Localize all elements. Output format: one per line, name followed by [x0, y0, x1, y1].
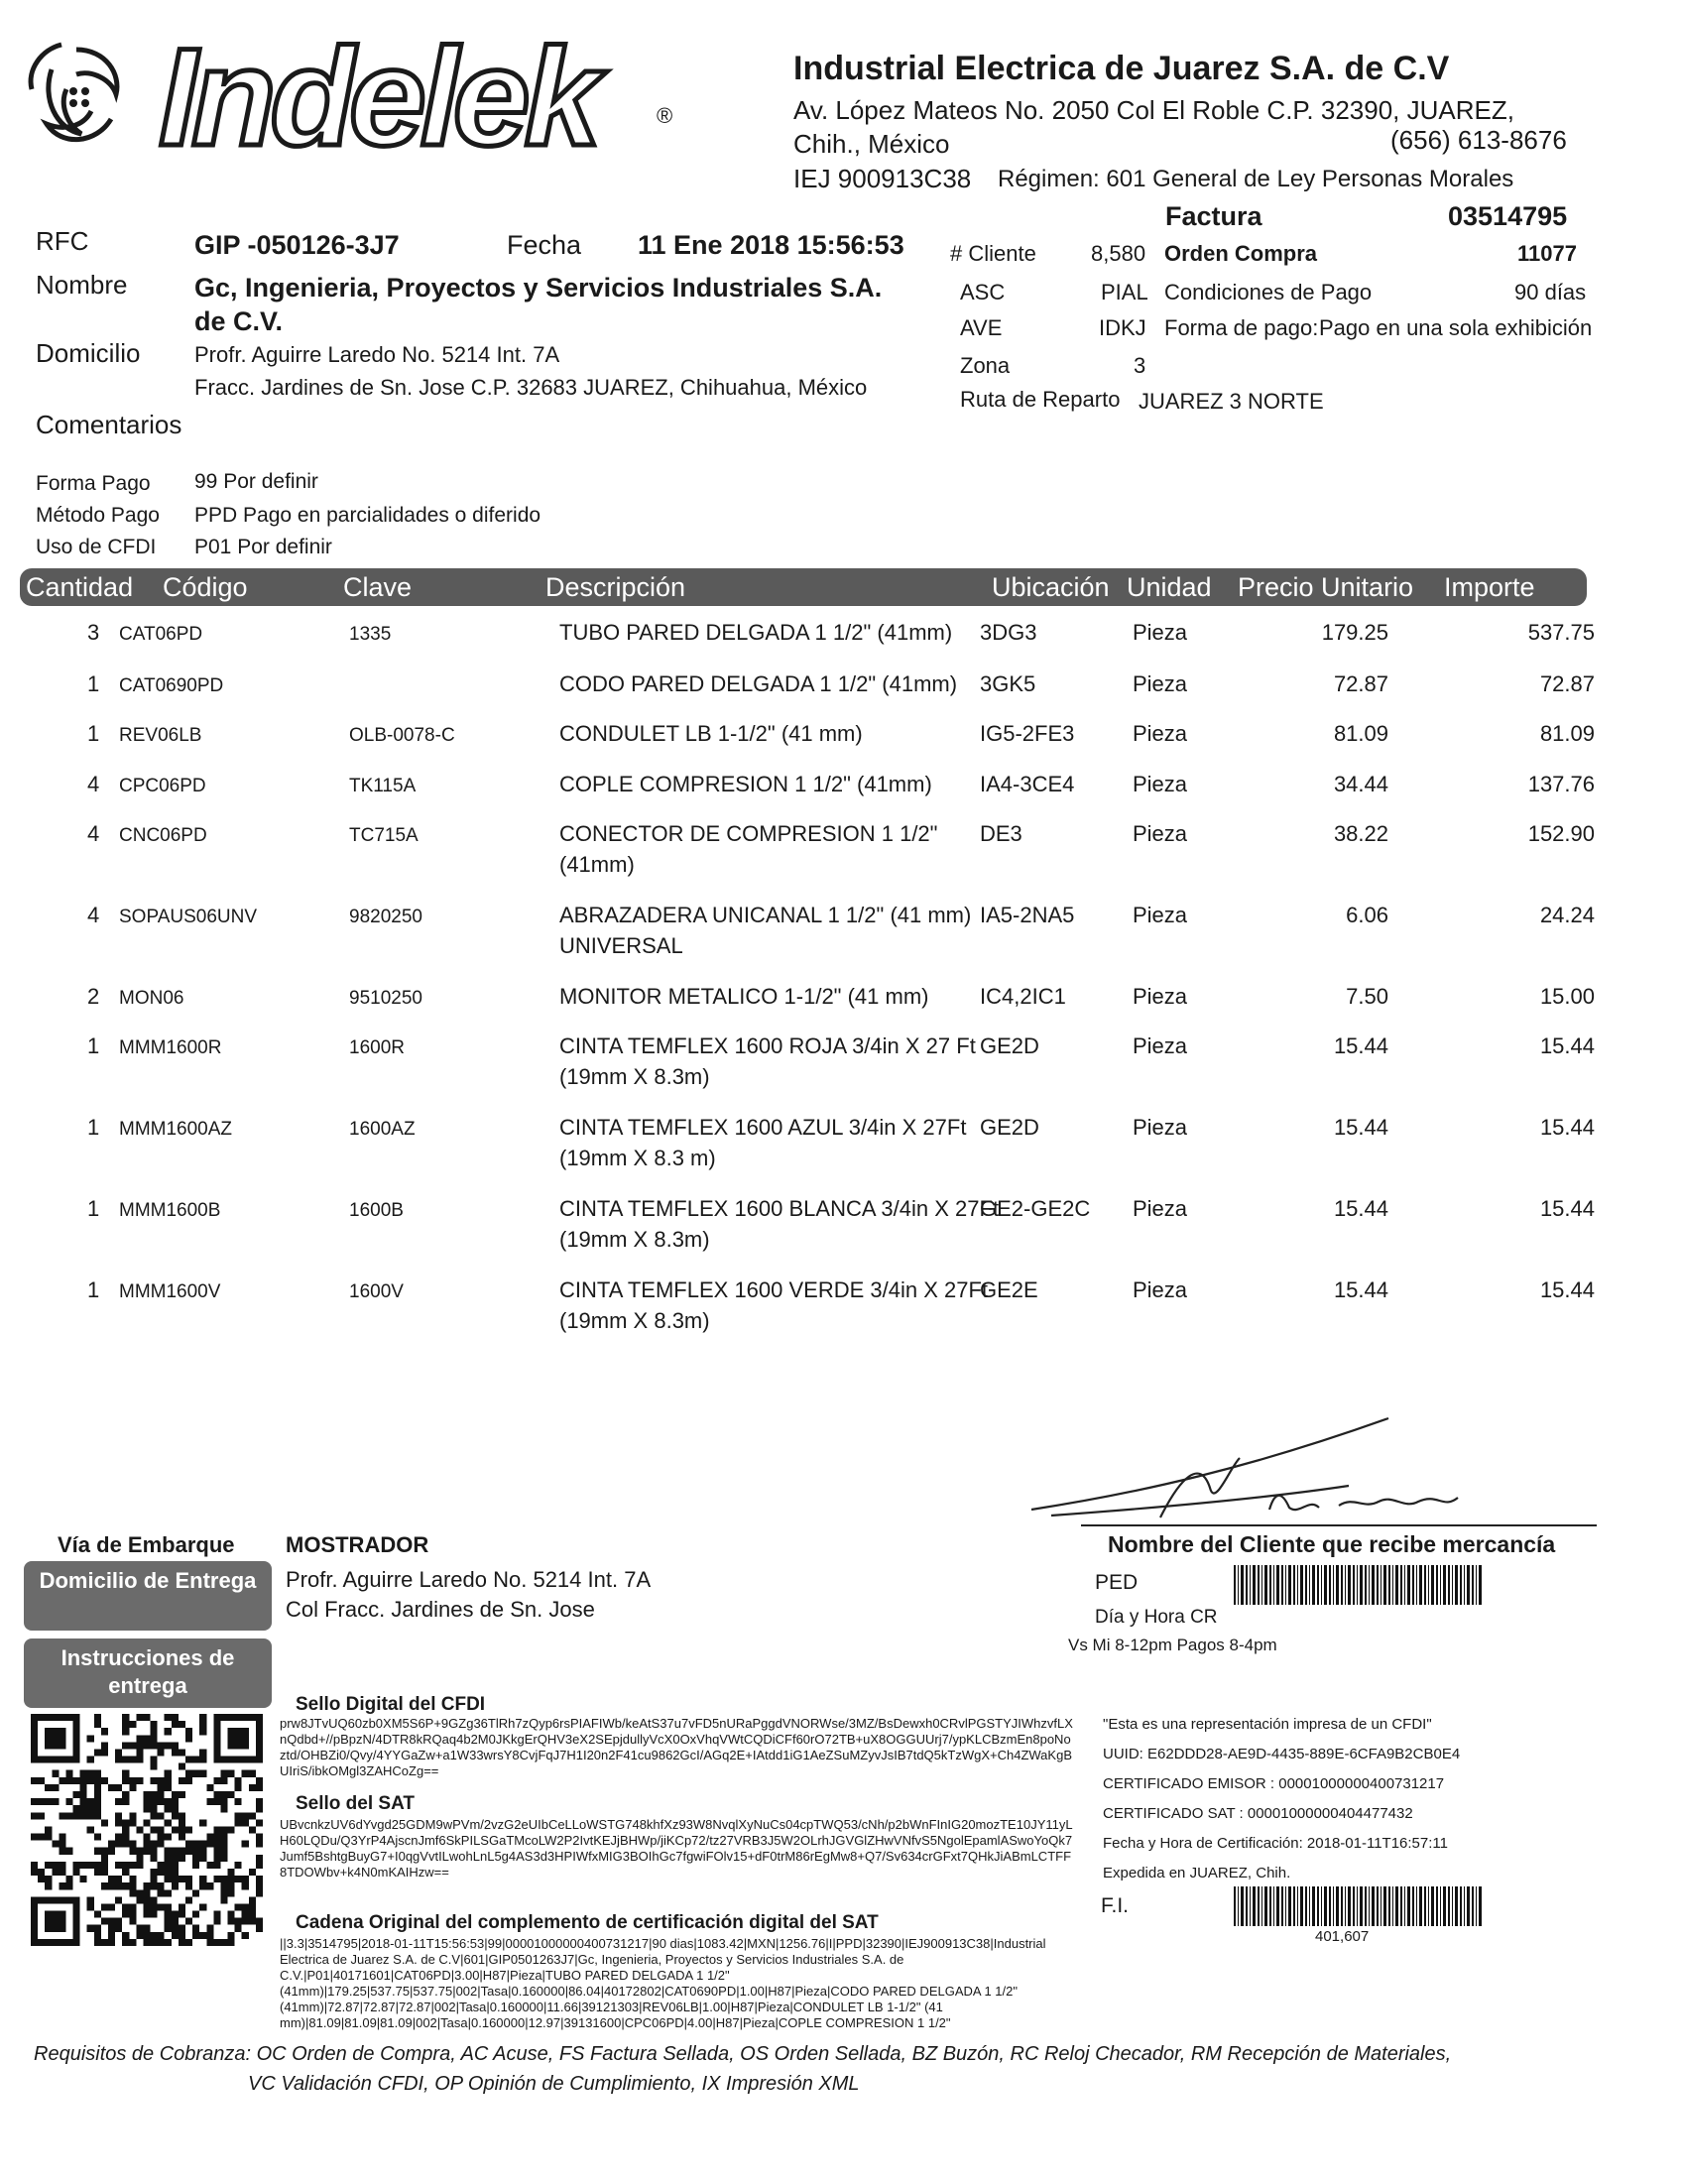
item-description: CINTA TEMFLEX 1600 AZUL 3/4in X 27Ft — [559, 1115, 967, 1140]
orden-compra-label: Orden Compra — [1164, 241, 1318, 266]
item-precio: 15.44 — [1333, 1277, 1388, 1302]
item-importe: 152.90 — [1527, 821, 1595, 846]
item-precio: 72.87 — [1333, 671, 1388, 696]
item-description: CONECTOR DE COMPRESION 1 1/2" — [559, 821, 938, 846]
item-precio: 6.06 — [1346, 903, 1388, 927]
item-description-line2: (19mm X 8.3m) — [559, 1308, 710, 1333]
company-rfc: IEJ 900913C38 — [793, 164, 972, 193]
item-clave: 1600V — [349, 1281, 404, 1302]
cliente-value: 8,580 — [1091, 241, 1146, 266]
asc-value: PIAL — [1101, 280, 1148, 304]
col-unidad: Unidad — [1127, 572, 1212, 602]
item-description: ABRAZADERA UNICANAL 1 1/2" (41 mm) — [559, 903, 972, 927]
forma-pago-label: Forma de pago: — [1164, 315, 1319, 340]
item-clave: 1335 — [349, 624, 392, 645]
item-qty: 1 — [87, 1196, 100, 1221]
item-clave: 1600B — [349, 1200, 404, 1221]
item-ubicacion: 3GK5 — [980, 671, 1036, 696]
item-description-line2: (41mm) — [559, 852, 635, 877]
item-qty: 4 — [87, 903, 100, 927]
ave-value: IDKJ — [1099, 315, 1146, 340]
item-ubicacion: IA5-2NA5 — [980, 903, 1075, 927]
col-precio-unitario: Precio Unitario — [1238, 572, 1414, 602]
company-address-line1: Av. López Mateos No. 2050 Col El Roble C.P. 32390, JUAREZ, — [793, 95, 1514, 125]
item-code: REV06LB — [119, 725, 202, 746]
domicilio-line1: Profr. Aguirre Laredo No. 5214 Int. 7A — [194, 342, 560, 367]
instrucciones-entrega-pill: Instrucciones de entrega — [24, 1638, 272, 1708]
item-importe: 15.00 — [1539, 984, 1595, 1009]
item-code: MMM1600AZ — [119, 1119, 233, 1140]
item-importe: 15.44 — [1539, 1115, 1595, 1140]
item-unidad: Pieza — [1133, 1033, 1188, 1058]
item-qty: 1 — [87, 1115, 100, 1140]
col-importe: Importe — [1444, 572, 1535, 602]
nombre-cliente-recibe-label: Nombre del Cliente que recibe mercancía — [1108, 1531, 1556, 1557]
item-unidad: Pieza — [1133, 620, 1188, 645]
fecha-value: 11 Ene 2018 15:56:53 — [638, 230, 904, 260]
item-description-line2: (19mm X 8.3 m) — [559, 1146, 716, 1170]
item-clave: 1600AZ — [349, 1119, 416, 1140]
col-ubicacion: Ubicación — [992, 572, 1110, 602]
item-importe: 72.87 — [1539, 671, 1595, 696]
item-code: MMM1600B — [119, 1200, 221, 1221]
company-regimen: Régimen: 601 General de Ley Personas Morales — [998, 166, 1514, 192]
domicilio-entrega-pill: Domicilio de Entrega — [24, 1561, 272, 1631]
nombre-label: Nombre — [36, 270, 128, 300]
item-importe: 537.75 — [1527, 620, 1595, 645]
sello-sat-title: Sello del SAT — [296, 1793, 416, 1814]
item-importe: 15.44 — [1539, 1033, 1595, 1058]
item-precio: 81.09 — [1333, 721, 1388, 746]
domicilio-label: Domicilio — [36, 338, 141, 368]
item-description: CINTA TEMFLEX 1600 BLANCA 3/4in X 27Ft — [559, 1196, 1000, 1221]
item-description-line2: UNIVERSAL — [559, 933, 683, 958]
item-description: CINTA TEMFLEX 1600 ROJA 3/4in X 27 Ft — [559, 1033, 976, 1058]
item-qty: 2 — [87, 984, 100, 1009]
dia-hora-label: Día y Hora CR — [1095, 1607, 1218, 1628]
item-qty: 4 — [87, 772, 100, 796]
item-ubicacion: IG5-2FE3 — [980, 721, 1075, 746]
item-qty: 1 — [87, 721, 100, 746]
domicilio-line2: Fracc. Jardines de Sn. Jose C.P. 32683 JUAREZ, Chihuahua, México — [194, 375, 868, 400]
via-embarque-value: MOSTRADOR — [286, 1532, 429, 1557]
qr-code-icon — [22, 1714, 272, 1946]
item-precio: 15.44 — [1333, 1196, 1388, 1221]
ruta-value: JUAREZ 3 NORTE — [1139, 389, 1324, 414]
ruta-label: Ruta de Reparto — [960, 387, 1121, 412]
item-ubicacion: GE2D — [980, 1033, 1039, 1058]
item-qty: 3 — [87, 620, 100, 645]
logo-wordmark: Indelek — [159, 19, 596, 175]
ped-label: PED — [1095, 1571, 1139, 1594]
item-code: MON06 — [119, 988, 184, 1009]
item-unidad: Pieza — [1133, 1277, 1188, 1302]
col-clave: Clave — [343, 572, 413, 602]
item-qty: 1 — [87, 671, 100, 696]
sello-sat-text: UBvcnkzUV6dYvgd25GDM9wPVm/2vzG2eUIbCeLLoWSTG748khfXz93W8NvqlXyNuCs04cpTWQ53/cNh/p2bWnFInIG20mozTE10JY11yLH60LQDu/Q3YrP4AjscnJmf6SkPILSGaTMcoLW2P2IvtKEJjBHWp/jiKCp72/tz27VRB3J5W2OLrhJGVGlZHwVNfvS5NgolEpamlASwoYoQk7Jumf5BshtgBuyG7+I0qgVvtILwohLnL5g4AS3d3HPIWfxMIG3BOIhGc7fgwiFOlv15+dF0trM86rEgMw8+Q7/Sv634crGFxt7QHkJiABmLCTFF8TDOWbv+k4N0mKAIHzw== — [280, 1817, 1073, 1880]
item-code: CNC06PD — [119, 825, 207, 846]
horario: Vs Mi 8-12pm Pagos 8-4pm — [1068, 1636, 1277, 1654]
company-name: Industrial Electrica de Juarez S.A. de C.V — [793, 50, 1450, 87]
item-unidad: Pieza — [1133, 821, 1188, 846]
item-description: CINTA TEMFLEX 1600 VERDE 3/4in X 27Ft — [559, 1277, 989, 1302]
fecha-label: Fecha — [507, 230, 582, 260]
col-codigo: Código — [163, 572, 248, 602]
fi-label: F.I. — [1101, 1894, 1130, 1917]
registered-mark: ® — [657, 103, 673, 128]
item-ubicacion: GE2-GE2C — [980, 1196, 1091, 1221]
entrega-line2: Col Fracc. Jardines de Sn. Jose — [286, 1597, 595, 1622]
item-clave: TC715A — [349, 825, 419, 846]
fi-number: 401,607 — [1315, 1928, 1370, 1945]
item-code: CAT06PD — [119, 624, 203, 645]
item-clave: 9820250 — [349, 907, 422, 927]
item-description-line2: (19mm X 8.3m) — [559, 1064, 710, 1089]
item-qty: 1 — [87, 1277, 100, 1302]
rfc-value: GIP -050126-3J7 — [194, 230, 400, 260]
via-embarque-label: Vía de Embarque — [58, 1532, 235, 1557]
item-precio: 38.22 — [1333, 821, 1388, 846]
item-code: MMM1600V — [119, 1281, 221, 1302]
item-clave: 9510250 — [349, 988, 422, 1009]
item-ubicacion: IC4,2IC1 — [980, 984, 1066, 1009]
item-description: TUBO PARED DELGADA 1 1/2" (41mm) — [559, 620, 953, 645]
rfc-label: RFC — [36, 226, 89, 256]
item-description: CODO PARED DELGADA 1 1/2" (41mm) — [559, 671, 958, 696]
item-importe: 15.44 — [1539, 1277, 1595, 1302]
item-unidad: Pieza — [1133, 984, 1188, 1009]
item-importe: 24.24 — [1539, 903, 1595, 927]
item-description: CONDULET LB 1-1/2" (41 mm) — [559, 721, 863, 746]
condiciones-label: Condiciones de Pago — [1164, 280, 1373, 304]
item-ubicacion: 3DG3 — [980, 620, 1037, 645]
uuid: UUID: E62DDD28-AE9D-4435-889E-6CFA9B2CB0E4 — [1103, 1746, 1461, 1762]
item-ubicacion: DE3 — [980, 821, 1022, 846]
signature-icon — [1021, 1398, 1597, 1537]
factura-number: 03514795 — [1448, 201, 1568, 231]
cliente-label: # Cliente — [950, 241, 1036, 266]
item-description-line2: (19mm X 8.3m) — [559, 1227, 710, 1252]
cadena-text: ||3.3|3514795|2018-01-11T15:56:53|99|00001000000400731217|90 dias|1083.42|MXN|1256.76|I|PPD|32390|IEJ900913C38|Industrial Electrica de Juarez S.A. de C.V|601|GIP0501263J7|Gc, Ingenieria, Proyectos y Servicios Industriales S.A. de C.V.|P01|40171601|CAT06PD|3.00|H87|Pieza|TUBO PARED DELGADA 1 1/2" (41mm)|179.25|537.75|537.75|002|Tasa|0.160000|86.04|40172802|CAT0690PD|1.00|H87|Pieza|CODO PARED DELGADA 1 1/2" (41mm)|72.87|72.87|72.87|002|Tasa|0.160000|11.66|39121303|REV06LB|1.00|H87|Pieza|CONDULET LB 1-1/2" (41 mm)|81.09|81.09|81.09|002|Tasa|0.160000|12.97|39131600|CPC06PD|4.00|H87|Pieza|COPLE COMPRESION 1 1/2" — [280, 1936, 1046, 2030]
footer-requisitos-line1: Requisitos de Cobranza: OC Orden de Compra, AC Acuse, FS Factura Sellada, OS Orden Sellada, BZ Buzón, RC Reloj Checador, RM Recepción de Materiales, — [34, 2043, 1452, 2065]
footer-requisitos-line2: VC Validación CFDI, OP Opinión de Cumplimiento, IX Impresión XML — [248, 2073, 860, 2095]
item-qty: 1 — [87, 1033, 100, 1058]
item-clave: 1600R — [349, 1037, 405, 1058]
certificado-sat: CERTIFICADO SAT : 00001000000404477432 — [1103, 1805, 1413, 1822]
sello-cfdi-title: Sello Digital del CFDI — [296, 1694, 486, 1715]
item-qty: 4 — [87, 821, 100, 846]
item-unidad: Pieza — [1133, 721, 1188, 746]
item-unidad: Pieza — [1133, 1115, 1188, 1140]
item-precio: 15.44 — [1333, 1115, 1388, 1140]
company-phone: (656) 613-8676 — [1390, 125, 1567, 155]
item-code: MMM1600R — [119, 1037, 222, 1058]
forma-pago-value-left: 99 Por definir — [194, 470, 318, 493]
item-description: COPLE COMPRESION 1 1/2" (41mm) — [559, 772, 932, 796]
metodo-pago-value: PPD Pago en parcialidades o diferido — [194, 504, 541, 527]
nombre-line1: Gc, Ingenieria, Proyectos y Servicios Industriales S.A. — [194, 273, 883, 303]
item-precio: 7.50 — [1346, 984, 1388, 1009]
condiciones-value: 90 días — [1514, 280, 1587, 304]
nombre-line2: de C.V. — [194, 306, 284, 336]
item-importe: 81.09 — [1539, 721, 1595, 746]
uso-cfdi-value: P01 Por definir — [194, 536, 332, 558]
metodo-pago-label: Método Pago — [36, 504, 160, 527]
item-ubicacion: GE2E — [980, 1277, 1038, 1302]
asc-label: ASC — [960, 280, 1006, 304]
item-unidad: Pieza — [1133, 772, 1188, 796]
cadena-title: Cadena Original del complemento de certificación digital del SAT — [296, 1912, 879, 1933]
fecha-certificacion: Fecha y Hora de Certificación: 2018-01-11T16:57:11 — [1103, 1835, 1448, 1852]
factura-label: Factura — [1165, 201, 1262, 231]
item-precio: 179.25 — [1321, 620, 1388, 645]
item-description: MONITOR METALICO 1-1/2" (41 mm) — [559, 984, 929, 1009]
item-precio: 15.44 — [1333, 1033, 1388, 1058]
entrega-line1: Profr. Aguirre Laredo No. 5214 Int. 7A — [286, 1567, 652, 1592]
col-cantidad: Cantidad — [26, 572, 134, 602]
item-code: CPC06PD — [119, 776, 206, 796]
item-code: SOPAUS06UNV — [119, 907, 258, 927]
sello-cfdi-text: prw8JTvUQ60zb0XM5S6P+9GZg36TlRh7zQyp6rsPIAFIWb/keAtS37u7vFD5nURaPggdVNORWse/3MZ/BsDewxh0CRvlPGSTYJIWhzvfLXnQdbd+//pBpzN/4DTR8kRQaq4b2M0JKkgErQHV3eX2SEpjdullyVcX0OxVhqVWtCQDiCFf60rO72TB+uX8OGGUUrj7/ypKLCBzmEn8poNoztd/OHBZi0/Qvy/4YYGaZw+a1W33wrsY8CvjFqJ7H1I20n2F41cu9862GcI/AGq2E+IAtdd1iG1AeZSuMZyvJsIB7tdQ5kTzWgX+Ch4ZWaKgBUIriS/ibkOMgl3ZAHCoZg== — [280, 1716, 1073, 1778]
zona-label: Zona — [960, 353, 1011, 378]
item-ubicacion: GE2D — [980, 1115, 1039, 1140]
logo-swirl-icon — [22, 30, 131, 159]
representacion-cfdi: "Esta es una representación impresa de un CFDI" — [1103, 1716, 1432, 1733]
expedida-en: Expedida en JUAREZ, Chih. — [1103, 1865, 1291, 1881]
certificado-emisor: CERTIFICADO EMISOR : 00001000000400731217 — [1103, 1775, 1445, 1792]
company-address-line2: Chih., México — [793, 129, 950, 159]
ped-barcode — [1234, 1565, 1482, 1605]
zona-value: 3 — [1134, 353, 1146, 378]
item-clave: OLB-0078-C — [349, 725, 455, 746]
item-importe: 15.44 — [1539, 1196, 1595, 1221]
forma-pago-value: Pago en una sola exhibición — [1319, 315, 1593, 340]
item-importe: 137.76 — [1527, 772, 1595, 796]
item-code: CAT0690PD — [119, 675, 224, 696]
item-ubicacion: IA4-3CE4 — [980, 772, 1075, 796]
uso-cfdi-label: Uso de CFDI — [36, 536, 157, 558]
comentarios-label: Comentarios — [36, 410, 182, 439]
item-unidad: Pieza — [1133, 1196, 1188, 1221]
item-precio: 34.44 — [1333, 772, 1388, 796]
item-unidad: Pieza — [1133, 671, 1188, 696]
item-clave: TK115A — [349, 776, 417, 796]
fi-barcode — [1234, 1886, 1482, 1926]
items-table-header — [20, 568, 1587, 606]
forma-pago-label-left: Forma Pago — [36, 472, 151, 495]
item-unidad: Pieza — [1133, 903, 1188, 927]
ave-label: AVE — [960, 315, 1003, 340]
orden-compra-value: 11077 — [1517, 241, 1577, 266]
col-descripcion: Descripción — [545, 572, 686, 602]
